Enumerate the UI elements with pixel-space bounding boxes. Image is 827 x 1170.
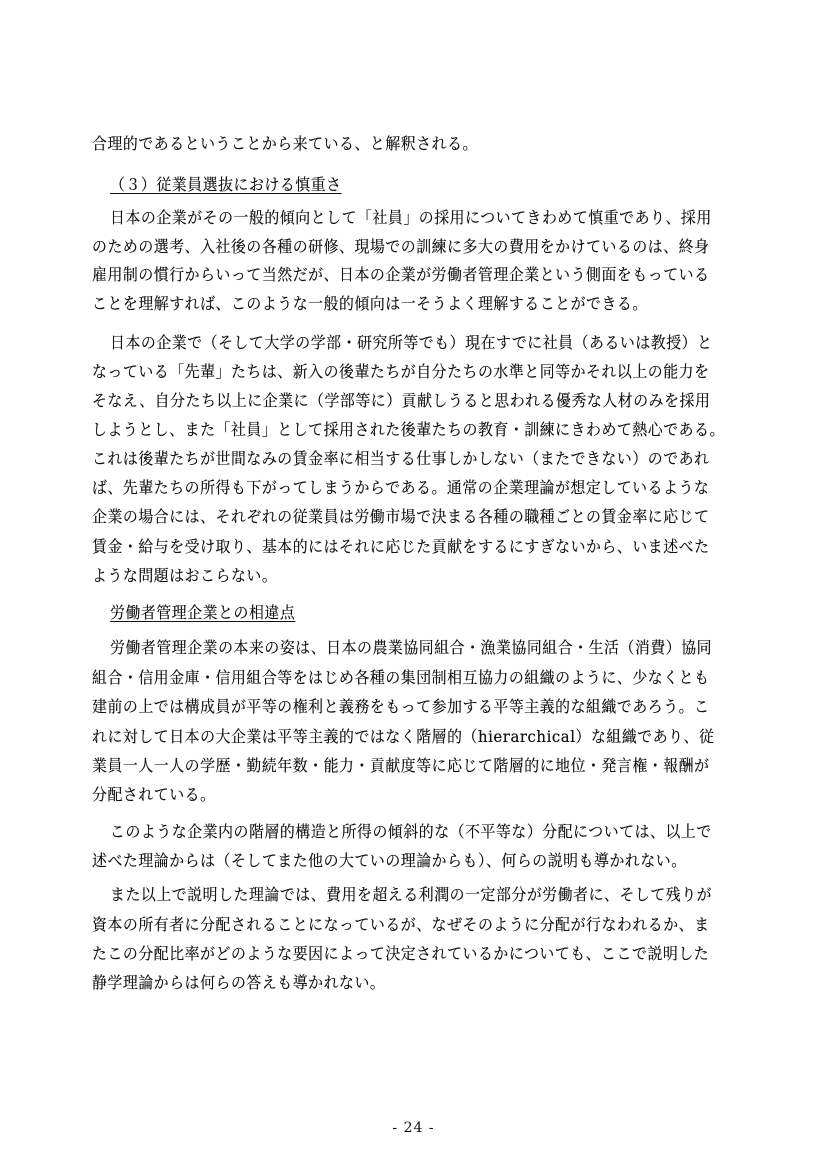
subsection-heading-text: 労働者管理企業との相違点 xyxy=(110,603,296,622)
body-line: ことを理解すれば、このような一般的傾向は一そうよく理解することができる。 xyxy=(92,294,648,313)
section-heading-text: （３）従業員選抜における慎重さ xyxy=(110,175,342,194)
body-line: ような問題はおこらない。 xyxy=(92,566,278,585)
body-line: 雇用制の慣行からいって当然だが、日本の企業が労働者管理企業という側面をもっている xyxy=(92,265,710,284)
body-line: のための選考、入社後の各種の研修、現場での訓練に多大の費用をかけているのは、終身 xyxy=(92,237,710,256)
body-line: このような企業内の階層的構造と所得の傾斜的な（不平等な）分配については、以上で xyxy=(110,822,712,841)
body-line: たこの分配比率がどのような要因によって決定されているかについても、ここで説明した xyxy=(92,944,710,963)
body-line: しようとし、また「社員」として採用された後輩たちの教育・訓練にきわめて熱心である。 xyxy=(92,420,725,439)
body-line: れに対して日本の大企業は平等主義的ではなく階層的（hierarchical）な組織であり、従 xyxy=(92,727,715,746)
page-number: - 24 - xyxy=(392,1120,435,1136)
body-line: また以上で説明した理論では、費用を超える利潤の一定部分が労働者に、そして残りが xyxy=(110,885,713,904)
body-line: 企業の場合には、それぞれの従業員は労働市場で決まる各種の職種ごとの賃金率に応じて xyxy=(92,507,710,526)
body-line: これは後輩たちが世間なみの賃金率に相当する仕事しかしない（またできない）のであれ xyxy=(92,449,710,468)
body-line: 述べた理論からは（そしてまた他の大ていの理論からも）、何らの説明も導かれない。 xyxy=(92,851,687,870)
body-line: 分配されている。 xyxy=(92,785,216,804)
body-line: 組合・信用金庫・信用組合等をはじめ各種の集団制相互協力の組織のように、少なくとも xyxy=(92,668,710,687)
body-line: 日本の企業で（そして大学の学部・研究所等でも）現在すでに社員（あるいは教授）と xyxy=(110,333,713,352)
body-line: 資本の所有者に分配されることになっているが、なぜそのように分配が行なわれるか、ま xyxy=(92,915,710,934)
body-line: 合理的であるということから来ている、と解釈される。 xyxy=(92,134,478,153)
body-line: 日本の企業がその一般的傾向として「社員」の採用についてきわめて慎重であり、採用 xyxy=(110,208,712,227)
section-heading xyxy=(110,175,715,195)
body-line: なっている「先輩」たちは、新入の後輩たちが自分たちの水準と同等かそれ以上の能力を xyxy=(92,362,710,381)
body-line: 労働者管理企業の本来の姿は、日本の農業協同組合・漁業協同組合・生活（消費）協同 xyxy=(110,638,713,657)
body-line: 建前の上では構成員が平等の権利と義務をもって参加する平等主義的な組織であろう。こ xyxy=(92,697,710,716)
body-line: ば、先輩たちの所得も下がってしまうからである。通常の企業理論が想定しているような xyxy=(92,478,710,497)
body-line: 業員一人一人の学歴・勤続年数・能力・貢献度等に応じて階層的に地位・発言権・報酬が xyxy=(92,756,710,775)
body-line: そなえ、自分たち以上に企業に（学部等に）貢献しうると思われる優秀な人材のみを採用 xyxy=(92,391,711,410)
body-line: 静学理論からは何らの答えも導かれない。 xyxy=(92,973,386,992)
body-line: 賃金・給与を受け取り、基本的にはそれに応じた貢献をするにすぎないから、いま述べた xyxy=(92,537,710,556)
subsection-heading xyxy=(110,603,715,623)
